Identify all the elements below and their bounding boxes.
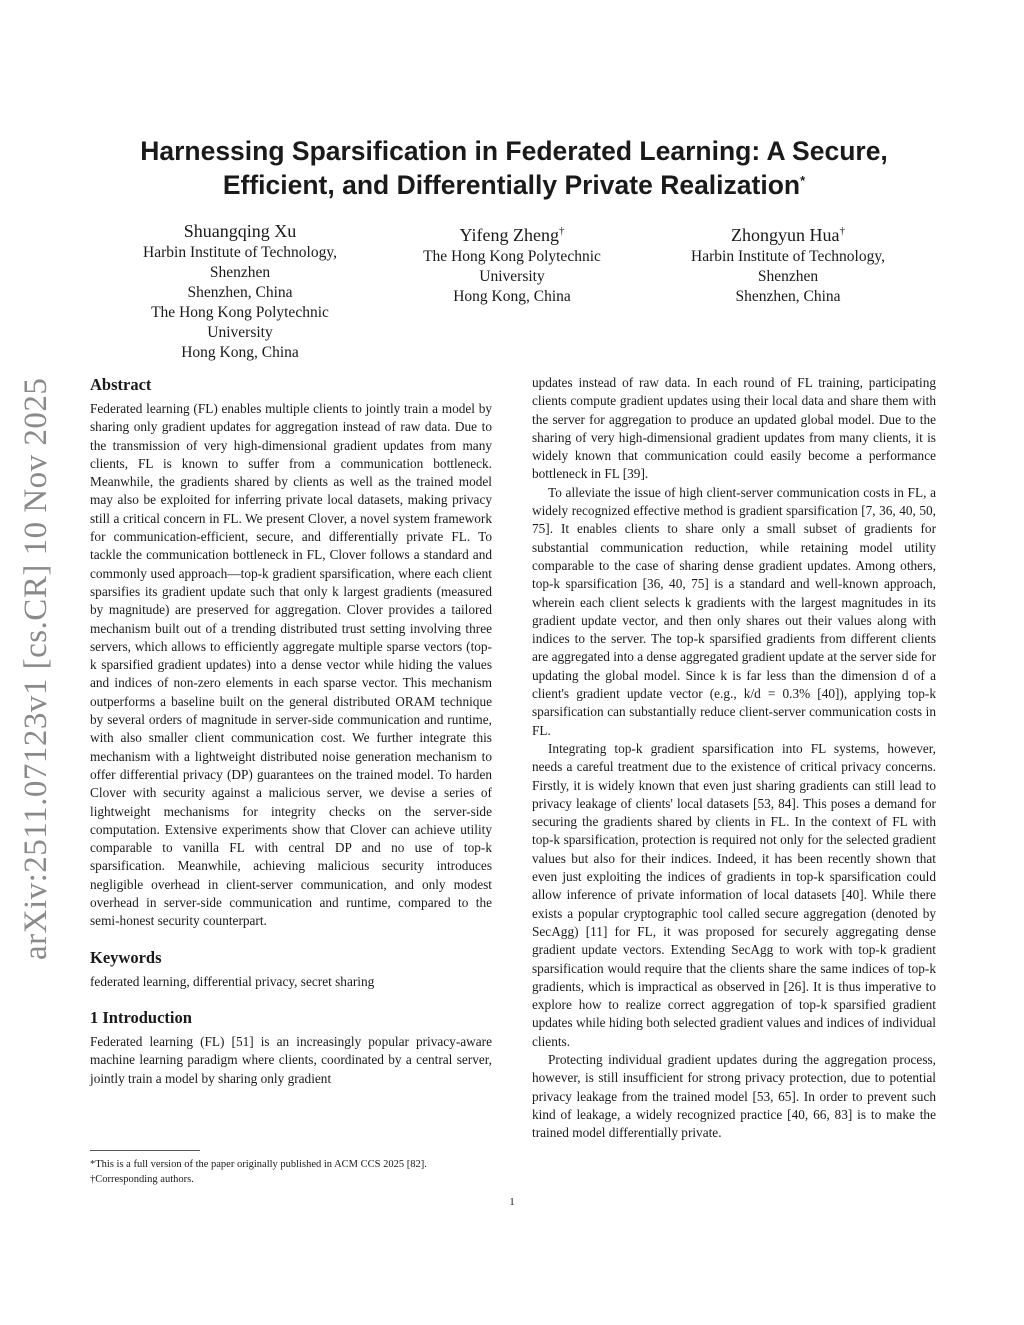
intro-paragraph-1: Federated learning (FL) [51] is an increasingly popular privacy-aware machine learning paradigm where clients, coordinated by a central server, jointly train a model by sharing only gradient [90, 1033, 492, 1086]
footnotes [90, 1150, 492, 1187]
intro-paragraph-4: Protecting individual gradient updates during the aggregation process, however, is still insufficient for strong privacy protection, due to potential privacy leakage from the trained model [53, 65]. In order to prevent such kind of leakage, a widely recognized practice [40, 66, 83] is to make the trained model differentially private. [532, 1051, 936, 1141]
intro-paragraph-2: To alleviate the issue of high client-server communication costs in FL, a widely recognized effective method is gradient sparsification [7, 36, 40, 50, 75]. It enables clients to share only a small subset of gradients for substantial communication reduction, while retaining model utility comparable to the case of sharing dense gradient updates. Among others, top-k sparsification [36, 40, 75] is a standard and well-known approach, wherein each client selects k gradients with the largest magnitudes in its gradient update vector, and then only shares out their values along with indices to the server. The top-k sparsified gradients from different clients are aggregated into a dense aggregated gradient update at the server side for updating the global model. Since k is far less than the dimension d of a client's gradient update vector (e.g., k/d = 0.3% [40]), applying top-k sparsification can substantially reduce client-server communication costs in FL. [532, 484, 936, 738]
author-name-text: Shuangqing Xu [183, 221, 297, 241]
affiliation-line: Harbin Institute of Technology, [143, 244, 337, 261]
affiliation-line: Shenzhen [757, 268, 819, 285]
abstract-heading: Abstract [90, 375, 152, 394]
arxiv-stamp: arXiv:2511.07123v1 [cs.CR] 10 Nov 2025 [18, 377, 54, 960]
affiliation-line: University [207, 324, 273, 341]
introduction-heading: 1 Introduction [90, 1007, 192, 1027]
affiliation-line: Hong Kong, China [453, 288, 571, 305]
paper-title [90, 134, 938, 202]
page-number: 1 [509, 1196, 515, 1208]
author-name [668, 219, 908, 247]
intro-paragraph-3: Integrating top-k gradient sparsification into FL systems, however, needs a careful treatment due to the existence of critical privacy concerns. Firstly, it is widely known that even just sharing gradients can still lead to privacy leakage of clients' local datasets [53, 84]. This poses a demand for securing the gradients shared by clients in FL. In the context of FL with top-k sparsification, protection is required not only for the selected gradient values but also for their indices. Indeed, it has been recently shown that even just exploiting the indices of gradients in top-k sparsification could allow inference of private information of local datasets [40]. While there exists a popular cryptographic tool called secure aggregation (denoted by SecAgg) [11] for FL, it was proposed for securely aggregating dense gradient update vectors. Extending SecAgg to work with top-k gradient sparsification would require that the clients share the same indices of top-k gradients, which is impractical as observed in [26]. It is thus imperative to explore how to realize correct aggregation of top-k sparsified gradient updates while hiding both selected gradient values and indices of individual clients. [532, 740, 936, 1049]
affiliation-line: Harbin Institute of Technology, [691, 248, 885, 265]
affiliation-line: Shenzhen, China [187, 284, 293, 301]
footnote-rule [90, 1150, 200, 1151]
title-line-2 [90, 168, 938, 202]
abstract-text: Federated learning (FL) enables multiple clients to jointly train a model by sharing only gradient updates for aggregation instead of raw data. Due to the transmission of very high-dimensional gradient updates from many clients, FL is known to suffer from a communication bottleneck. Meanwhile, the gradients shared by clients as well as the trained model may also be exploited for inferring private local datasets, making privacy still a critical concern in FL. We present Clover, a novel system framework for communication-efficient, secure, and differentially private FL. To tackle the communication bottleneck in FL, Clover follows a standard and commonly used approach—top-k gradient sparsification, where each client sparsifies its gradient update such that only k largest gradients (measured by magnitude) are preserved for aggregation. Clover provides a tailored mechanism built out of a trending distributed trust setting involving three servers, which allows to efficiently aggregate multiple sparse vectors (top-k sparsified gradient updates) into a dense vector while hiding the values and indices of non-zero elements in each sparse vector. This mechanism outperforms a baseline built on the general distributed ORAM technique by several orders of magnitude in server-side communication and runtime, with also smaller client communication cost. We further integrate this mechanism with a lightweight distributed noise generation mechanism to offer differential privacy (DP) guarantees on the trained model. To harden Clover with security against a malicious server, we devise a series of lightweight mechanisms for integrity checks on the server-side computation. Extensive experiments show that Clover can achieve utility comparable to vanilla FL with central DP and no use of top-k sparsification. Meanwhile, achieving malicious security introduces negligible overhead in client-server communication, and only modest overhead in server-side communication and runtime, compared to the semi-honest security counterpart. [90, 401, 492, 929]
affiliation-line: The Hong Kong Polytechnic [151, 304, 329, 321]
intro-paragraph-1-cont: updates instead of raw data. In each round of FL training, participating clients compute gradient updates using their local data and share them with the server for aggregation to produce an updated global model. Due to the sharing of very high-dimensional gradient updates from many clients, it is widely known that communication could easily become a performance bottleneck in FL [39]. [532, 375, 936, 482]
right-column [532, 374, 936, 1142]
footnote-1: *This is a full version of the paper originally published in ACM CCS 2025 [82]. [90, 1159, 427, 1170]
author-mark: † [558, 225, 565, 237]
author-block-2 [400, 219, 624, 307]
affiliation-line: Hong Kong, China [181, 344, 299, 361]
footnote-2: †Corresponding authors. [90, 1174, 194, 1185]
keywords-text: federated learning, differential privacy, secret sharing [90, 973, 375, 989]
author-block-1 [118, 219, 362, 363]
author-name [118, 219, 362, 243]
affiliation-line: Shenzhen [209, 264, 271, 281]
affiliation-line: The Hong Kong Polytechnic [423, 248, 601, 265]
title-line-1: Harnessing Sparsification in Federated Learning: A Secure, [140, 136, 888, 166]
affiliation-line: Shenzhen, China [735, 288, 841, 305]
title-footnote-mark: * [800, 173, 806, 188]
left-column [90, 374, 492, 1088]
author-name [400, 219, 624, 247]
author-block-3 [668, 219, 908, 307]
affiliation-line: University [479, 268, 545, 285]
author-name-text: Yifeng Zheng [459, 225, 559, 245]
title-line-2-text: Efficient, and Differentially Private Realization [222, 170, 801, 200]
author-mark: † [839, 225, 845, 237]
keywords-heading: Keywords [90, 947, 162, 967]
author-name-text: Zhongyun Hua [731, 225, 840, 245]
